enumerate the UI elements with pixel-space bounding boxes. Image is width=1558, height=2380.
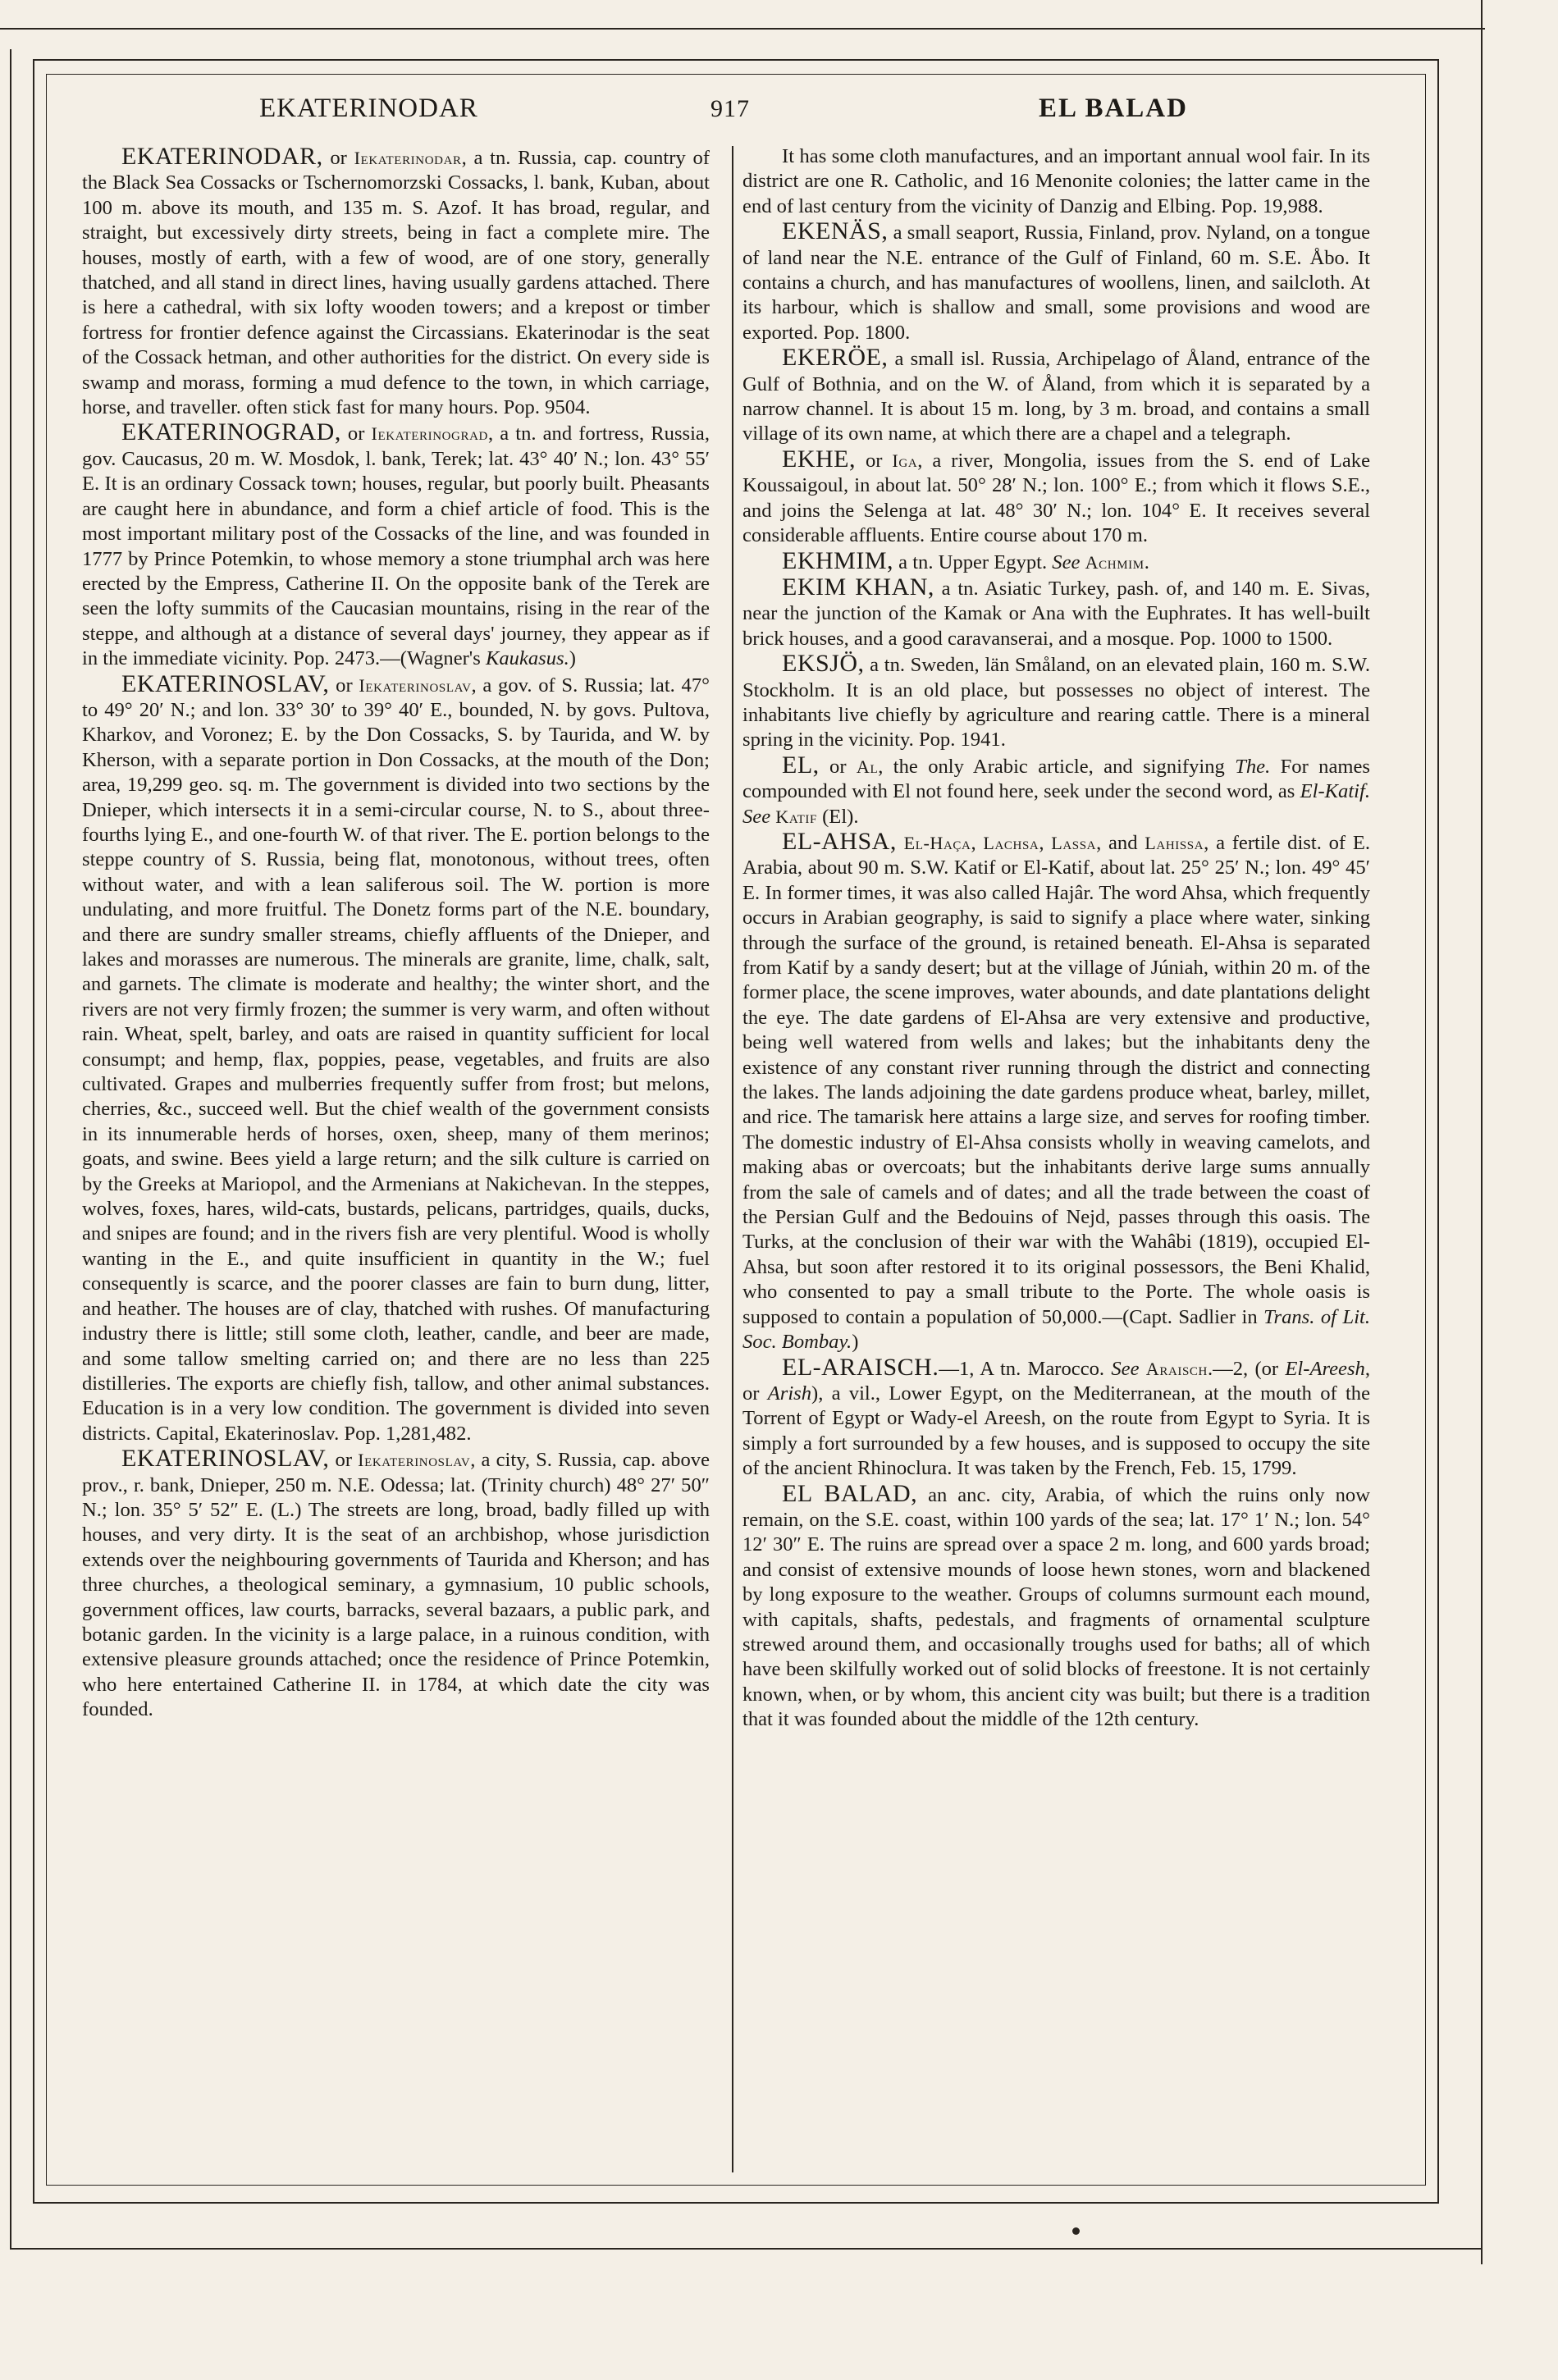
entry-headword: EKATERINOSLAV, bbox=[121, 669, 330, 697]
entry-headword: EKERÖE, bbox=[782, 344, 889, 372]
outer-right-rule bbox=[1481, 0, 1483, 2264]
entry-text bbox=[1140, 1358, 1146, 1380]
gazetteer-entry bbox=[82, 1446, 710, 1722]
gazetteer-entry bbox=[742, 219, 1370, 345]
entry-text: or bbox=[329, 674, 359, 697]
entry-text: —1, A tn. Marocco. bbox=[939, 1357, 1112, 1380]
entry-headword: EKATERINODAR, bbox=[121, 143, 323, 170]
entry-text: For names compounded with El not found here, seek under the second word, as bbox=[742, 755, 1370, 803]
gazetteer-entry bbox=[742, 1355, 1370, 1482]
column-divider bbox=[732, 146, 733, 2172]
header-left-title: EKATERINODAR bbox=[259, 94, 478, 123]
entry-text: ), a vil., Lower Egypt, on the Mediterranean, at the mouth of the Torrent of Egypt or Wady-el Areesh, on the route from Egypt to Syria. It is simply a fort surrounded by a few houses, and is supposed to occupy the site of the ancient Rhinoclura. It was taken by the French, Feb. 15, 1799. bbox=[742, 1382, 1371, 1480]
entry-text: a tn. Asiatic Turkey, pash. of, and 140 m. E. Sivas, near the junction of the Kamak or Ana with the Euphrates. It has well-built brick houses, and a good caravanserai, and a mosque. Pop. 1000 to 1500. bbox=[742, 577, 1370, 650]
gazetteer-entry bbox=[742, 829, 1370, 1355]
entry-text: , or bbox=[742, 1357, 1370, 1405]
entry-headword: EKENÄS, bbox=[782, 217, 889, 245]
printer-mark bbox=[1072, 2227, 1080, 2235]
entry-text: ) bbox=[852, 1331, 859, 1354]
entry-headword: EKATERINOGRAD, bbox=[121, 418, 341, 446]
entry-text: , a fertile dist. of E. Arabia, about 90 m. S.W. Katif or El-Katif, about lat. 25° 25′ N.; lon. 49° 45′ E. In former times, it was also called Hajâr. The word Ahsa, which frequently occurs in Arabian geography, is said to signify a place where water, sinking through the surface of the ground, is retained beneath. El-Ahsa is separated from Katif by a sandy desert; but at the village of Júniah, within 20 m. of the former place, the scene improves, water abounds, and date plantations delight the eye. The date gardens of El-Ahsa are very extensive and productive, being well watered from wells and lakes; but the inhabitants deny the existence of any constant river running through the district and connecting the lakes. The lands adjoining the date gardens produce wheat, barley, millet, and rice. The tamarisk here attains a large size, and serves for roofing timber. The domestic industry of El-Ahsa consists wholly in weaving camelots, and making abas or overcoats; but the inhabitants derive large sums annually from the sale of camels and of dates; and all the trade between the coast of the Persian Gulf and the Bedouins of Nejd, passes through this oasis. The Turks, at the conclusion of their war with the Wahâbi (1819), occupied El-Ahsa, but soon after restored it to its original possessors, the Beni Khalid, who consented to pay a small tribute to the Porte. The whole oasis is supposed to contain a population of 50,000.—(Capt. Sadlier in bbox=[742, 831, 1370, 1328]
entry-text: , a tn. and fortress, Russia, gov. Caucasus, 20 m. W. Mosdok, l. bank, Terek; lat. 43° 40′ N.; lon. 43° 55′ E. It is an ordinary Cossack town; houses, regular, but poorly built. Pheasants are caught here in abundance, and form a chief article of food. This is the most important military post of the Cossacks of the line, and was founded in 1777 by Prince Potemkin, to whose memory a stone triumphal arch was here erected by the Empress, Catherine II. On the opposite bank of the Terek are seen the lofty summits of the Caucasian mountains, rising in the rear of the steppe, and although at a distance of several days' journey, they appear as if in the immediate vicinity. Pop. 2473.—(Wagner's bbox=[82, 423, 710, 670]
entry-headword: EL-AHSA, bbox=[782, 827, 897, 855]
entry-text: , a gov. of S. Russia; lat. 47° to 49° 20′ N.; and lon. 33° 30′ to 39° 40′ E., bounded, N. by govs. Pultova, Kharkov, and Voronez; E. by the Don Cossacks, S. by Taurida, and W. by Kherson, with a separate portion in Don Cossacks, at the mouth of the Don; area, 19,299 geo. sq. m. The government is divided into two sections by the Dnieper, which intersects it in a semi-circular course, N. to S., about three-fourths lying E., and one-fourth W. of that river. The E. portion belongs to the steppe country of S. Russia, being flat, monotonous, without trees, often without water, and with a lean saliferous soil. The W. portion is more undulating, and more fruitful. The Donetz forms part of the N.E. boundary, and there are sundry smaller streams, chiefly affluents of the Dnieper, and lakes and morasses are numerous. The minerals are granite, lime, chalk, salt, and garnets. The climate is moderate and healthy; the winter short, and the rivers are not very firmly frozen; the summer is very warm, and often without rain. Wheat, spelt, barley, and oats are raised in quantity sufficient for local consumpt; and hemp, flax, poppies, pease, vegetables, and fruits are also cultivated. Grapes and mulberries frequently suffer from frost; but melons, cherries, &c., succeed well. But the chief wealth of the government consists in its innumerable herds of horses, oxen, sheep, many of them merinos; goats, and swine. Bees yield a large return; and the silk culture is carried on by the Greeks at Mariopol, and the Armenians at Nakichevan. In the steppes, wolves, foxes, hares, wild-cats, bustards, pelicans, partridges, quails, ducks, and snipes are found; and in the rivers fish are very plentiful. Wood is wholly wanting in the E., and quite insufficient in quantity in the W.; fuel consequently is scarce, and the poorer classes are fain to burn dung, litter, and heather. The houses are of clay, thatched with rushes. Of manufacturing industry there is little; still some cloth, leather, candle, and beer are made, and some tallow smelting carried on; and there are no less than 225 distilleries. The exports are chiefly fish, tallow, and other animal substances. Education is in a very low condition. The government is divided into seven districts. Capital, Ekaterinoslav. Pop. 1,281,482. bbox=[82, 674, 710, 1445]
small-caps-name: Lassa bbox=[1051, 832, 1097, 853]
gazetteer-entry bbox=[82, 669, 710, 1447]
entry-text: or bbox=[329, 1449, 359, 1472]
outer-left-rule bbox=[10, 49, 11, 2248]
entry-text: , and bbox=[1096, 831, 1145, 854]
gazetteer-entry bbox=[742, 447, 1370, 549]
entry-headword: EKIM KHAN, bbox=[782, 573, 934, 601]
outer-bottom-rule bbox=[10, 2248, 1483, 2250]
entry-text: a tn. Sweden, län Småland, on an elevated plain, 160 m. S.W. Stockholm. It is an old place, but possesses no object of interest. The inhabitants live chiefly by agriculture and rearing cattle. There is a mineral spring in the vicinity. Pop. 1941. bbox=[742, 654, 1370, 751]
running-header bbox=[46, 90, 1424, 139]
small-caps-name: Iga bbox=[892, 450, 918, 471]
entry-text: or bbox=[819, 755, 857, 778]
entry-text: (El). bbox=[816, 805, 859, 828]
entry-text: or bbox=[855, 449, 893, 472]
gazetteer-entry bbox=[742, 651, 1370, 753]
left-column bbox=[82, 144, 710, 1723]
entry-headword: EL, bbox=[782, 751, 820, 779]
entry-text: ) bbox=[569, 647, 576, 670]
italic-text: El-Areesh bbox=[1285, 1357, 1365, 1380]
entry-text bbox=[897, 832, 904, 854]
page-number: 917 bbox=[710, 95, 750, 122]
entry-headword: EKHE, bbox=[782, 445, 856, 473]
entry-text: a small seaport, Russia, Finland, prov. Nyland, on a tongue of land near the N.E. entrance of the Gulf of Finland, 60 m. S.E. Åbo. It contains a church, and has manufactures of woollens, linen, and sailcloth. At its harbour, which is shallow and small, some provisions and wood are exported. Pop. 1800. bbox=[742, 222, 1370, 344]
small-caps-name: El-Haça bbox=[903, 832, 971, 853]
italic-text: Trans. of Lit. Soc. Bombay. bbox=[742, 1305, 1371, 1354]
entry-text: .—2, (or bbox=[1207, 1357, 1286, 1380]
entry-text: , the only Arabic article, and signifying bbox=[878, 755, 1236, 778]
entry-text: , a city, S. Russia, cap. above prov., r. bank, Dnieper, 250 m. N.E. Odessa; lat. (Trinity church) 48° 27′ 50″ N.; lon. 35° 5′ 52″ E. (L.) The streets are long, broad, badly filled up with houses, and very dirty. It is the seat of an archbishop, whose jurisdiction extends over the neighbouring governments of Taurida and Kherson; and has three churches, a theological seminary, a gymnasium, 10 public schools, government offices, law courts, barracks, several bazaars, a public park, and botanic garden. In the vicinity is a large palace, in a ruinous condition, with extensive pleasure grounds attached; once the residence of Prince Potemkin, who here entertained Catherine II. in 1784, at which date the city was founded. bbox=[82, 1449, 710, 1721]
entry-text: , bbox=[971, 831, 984, 854]
gazetteer-entry bbox=[742, 144, 1370, 219]
small-caps-name: Araisch bbox=[1145, 1358, 1208, 1379]
italic-text: El-Katif. bbox=[1300, 780, 1370, 803]
italic-text: See bbox=[1111, 1357, 1140, 1380]
entry-text: or bbox=[340, 423, 372, 445]
small-caps-name: Iekaterinoslav bbox=[358, 1450, 471, 1471]
gazetteer-entry bbox=[742, 1479, 1370, 1733]
italic-text: See bbox=[742, 805, 771, 828]
small-caps-name: Al bbox=[856, 756, 879, 777]
entry-headword: EKHMIM, bbox=[782, 546, 893, 574]
entry-text: . bbox=[1144, 550, 1149, 573]
gazetteer-entry bbox=[82, 420, 710, 671]
italic-text: The. bbox=[1235, 755, 1271, 778]
small-caps-name: Iekaterinograd bbox=[371, 423, 488, 445]
gazetteer-entry bbox=[82, 144, 710, 420]
entry-text: an anc. city, Arabia, of which the ruins only now remain, on the S.E. coast, within 100 yards of the sea; lat. 17° 1′ N.; lon. 54° 12′ 30″ E. The ruins are spread over a space 2 m. long, and 600 yards broad; and consist of extensive mounds of loose hewn stones, worn and blackened by long exposure to the weather. Groups of columns surmount each mound, with capitals, shafts, pedestals, and fragments of ornamental sculpture strewed around them, and occasionally troughs used for baths; all of which have been skilfully worked out of solid blocks of freestone. It is not certainly known, when, or by whom, this ancient city was built; but there is a tradition that it was founded about the middle of the 12th century. bbox=[742, 1483, 1370, 1731]
entry-headword: EL-ARAISCH. bbox=[782, 1353, 939, 1381]
small-caps-name: Iekaterinodar bbox=[354, 148, 462, 168]
entry-headword: EKATERINOSLAV, bbox=[121, 1445, 330, 1473]
gazetteer-entry bbox=[742, 345, 1370, 447]
small-caps-name: Achmim bbox=[1085, 551, 1145, 573]
entry-text: , a tn. Russia, cap. country of the Black Sea Cossacks or Tschernomorzski Cossacks, l. bank, Kuban, about 100 m. above its mouth, and 135 m. S. Azof. It has broad, regular, and straight, but excessively dirty streets, being in fact a complete mire. The houses, mostly of earth, with a few of wood, are of one story, generally thatched, and all stand in direct lines, having usually gardens attached. There is here a cathedral, with six lofty wooden towers; and a krepost or timber fortress for frontier defence against the Circassians. Ekaterinodar is the seat of the Cossack hetman, and other authorities for the district. On every side is swamp and morass, forming a mud defence to the town, in which carriage, horse, and traveller. often stick fast for many hours. Pop. 9504. bbox=[82, 147, 710, 419]
italic-text: Arish bbox=[767, 1382, 812, 1405]
gazetteer-entry bbox=[742, 575, 1370, 651]
italic-text: Kaukasus. bbox=[485, 647, 569, 670]
entry-text: It has some cloth manufactures, and an important annual wool fair. In its district are one R. Catholic, and 16 Menonite colonies; the latter came in the end of last century from the vicinity of Danzig and Elbing. Pop. 19,988. bbox=[742, 145, 1370, 217]
gazetteer-entry bbox=[742, 753, 1370, 829]
right-column bbox=[742, 144, 1370, 1733]
header-right-title: EL BALAD bbox=[1039, 94, 1188, 123]
small-caps-name: Lachsa bbox=[983, 832, 1039, 853]
italic-text: See bbox=[1052, 550, 1081, 573]
entry-text: , bbox=[1039, 831, 1052, 854]
entry-headword: EL BALAD, bbox=[782, 1479, 918, 1507]
entry-text: or bbox=[322, 147, 354, 169]
entry-text: a tn. Upper Egypt. bbox=[893, 550, 1053, 573]
entry-headword: EKSJÖ, bbox=[782, 650, 865, 678]
gazetteer-entry bbox=[742, 546, 1370, 575]
small-caps-name: Iekaterinoslav bbox=[359, 674, 472, 696]
outer-top-rule bbox=[0, 28, 1485, 30]
small-caps-name: Lahissa bbox=[1145, 832, 1204, 853]
entry-text: , a river, Mongolia, issues from the S. end of Lake Koussaigoul, in about lat. 50° 28′ N.; lon. 100° E.; from which it flows S.E., and joins the Selenga at lat. 48° 30′ N.; lon. 104° E. It receives several considerable affluents. Entire course about 170 m. bbox=[742, 449, 1370, 547]
small-caps-name: Katif bbox=[775, 806, 817, 827]
entry-text: a small isl. Russia, Archipelago of Åland, entrance of the Gulf of Bothnia, and on the W. of Åland, from which it is separated by a narrow channel. It is about 15 m. long, by 3 m. broad, and contains a small village of its own name, at which there are a chapel and a telegraph. bbox=[742, 348, 1370, 445]
